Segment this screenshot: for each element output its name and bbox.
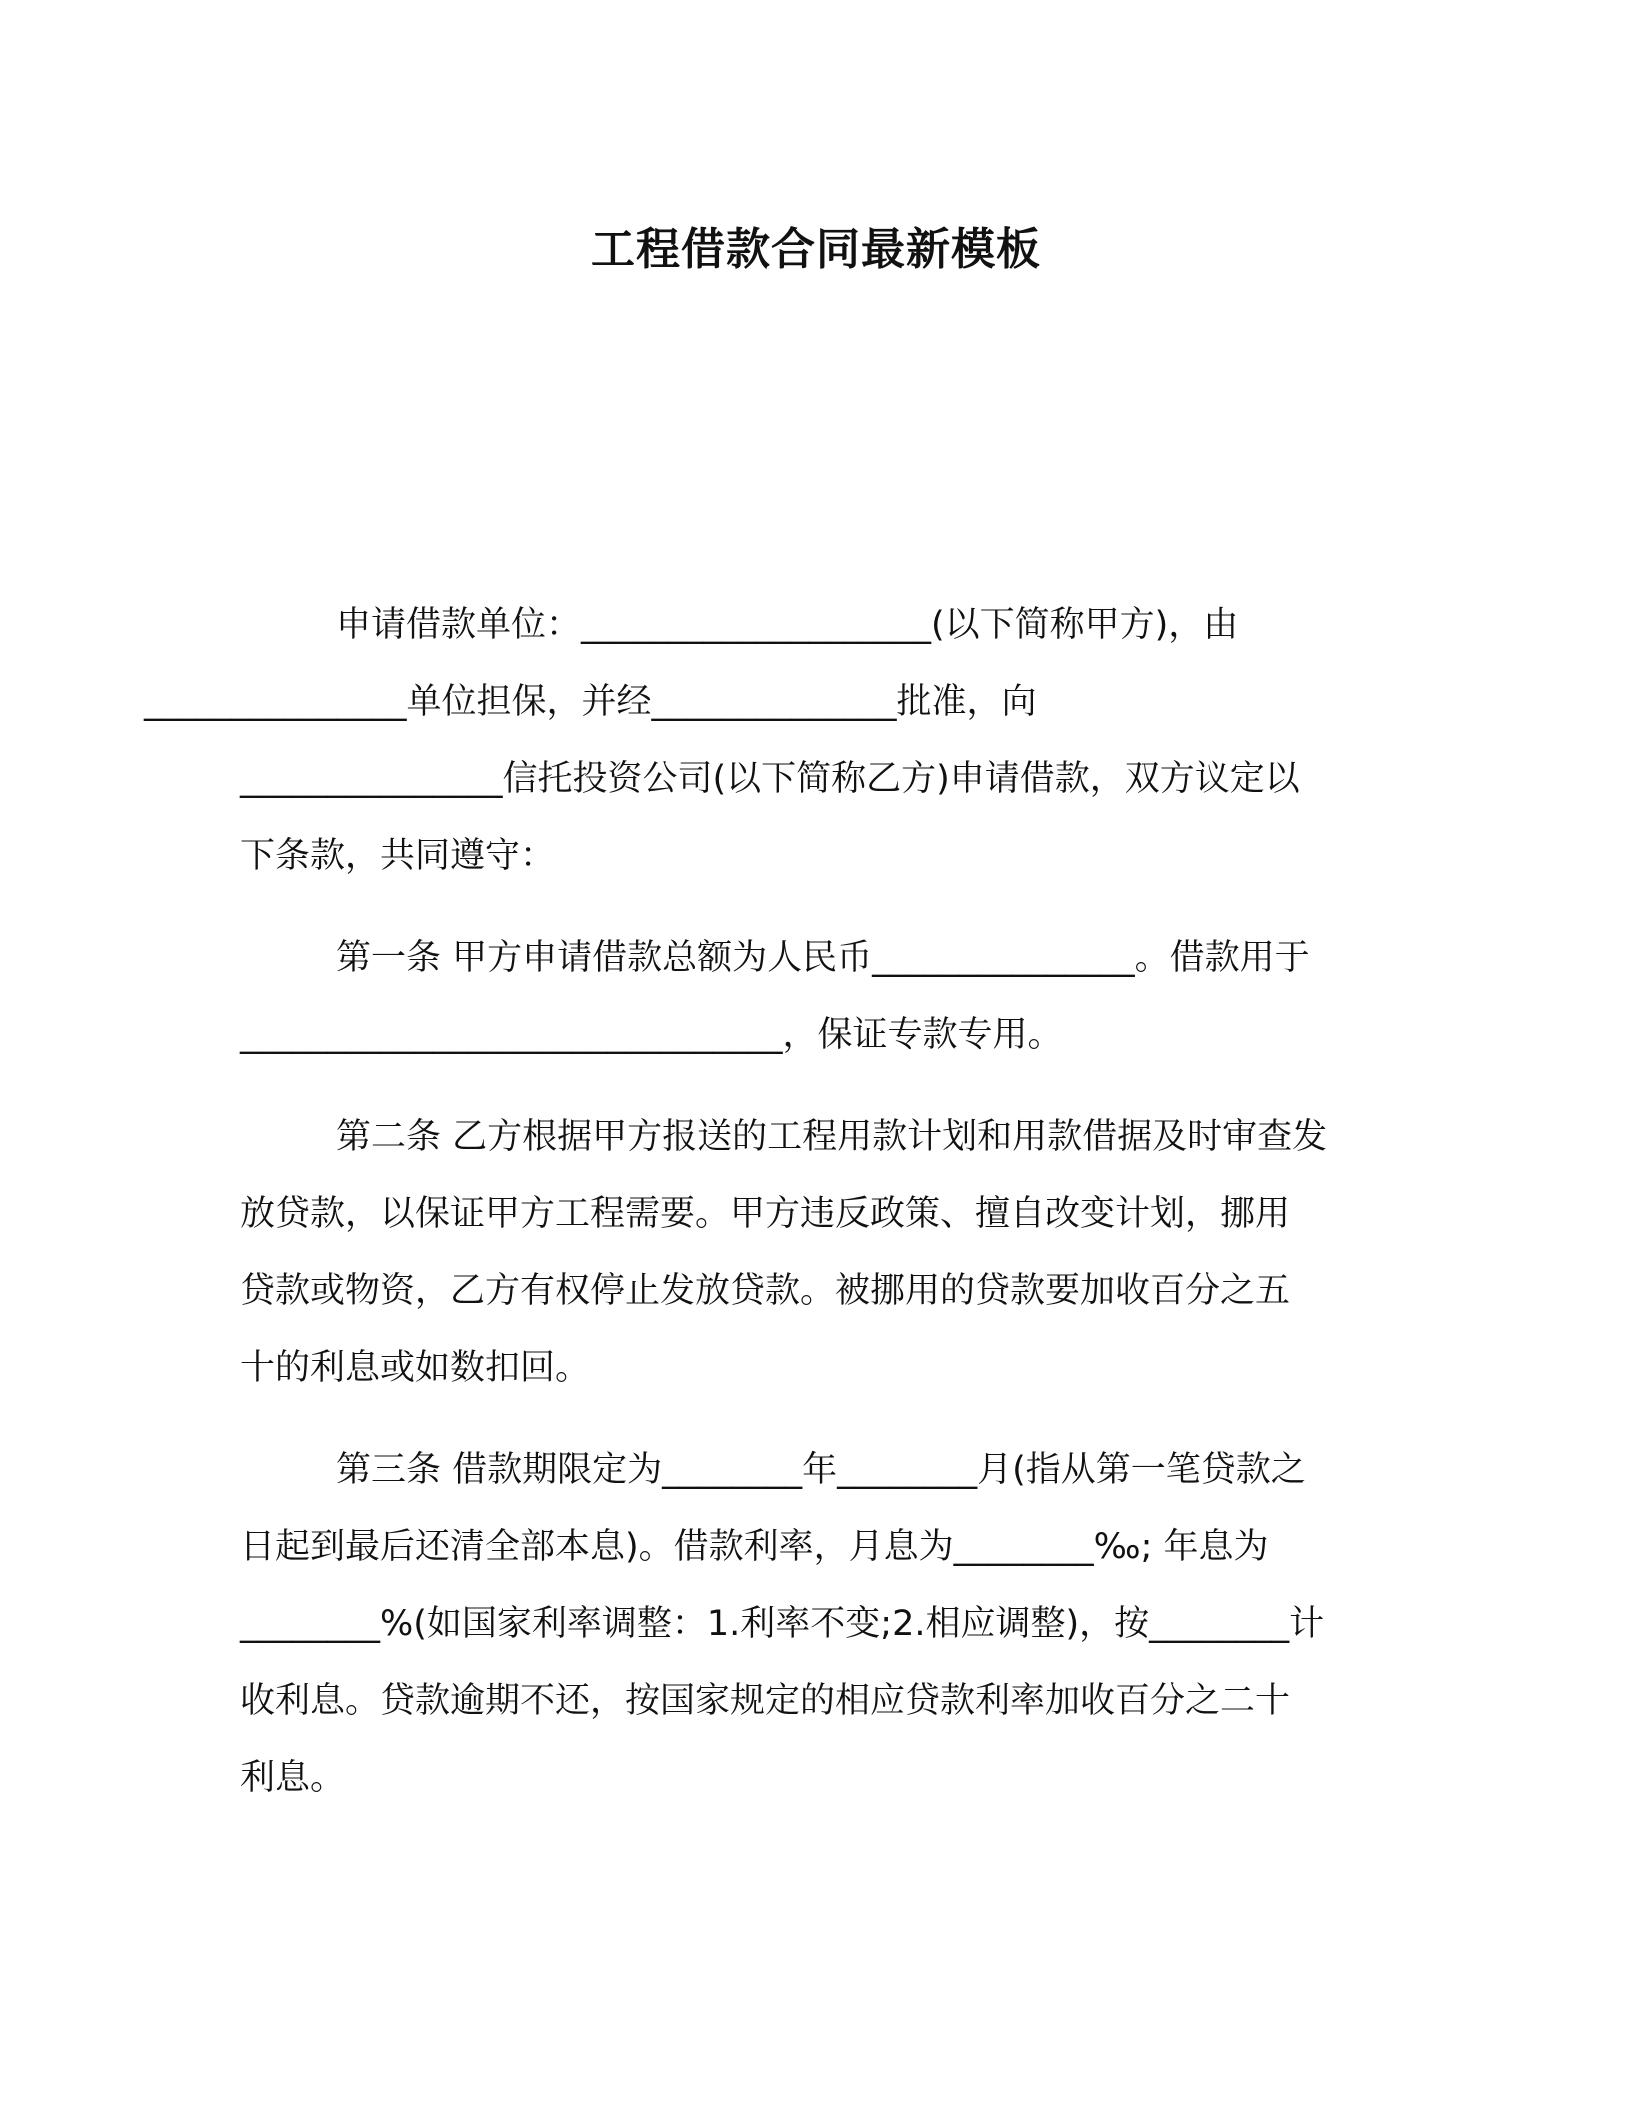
text-line: 下条款，共同遵守：: [240, 836, 556, 876]
paragraph-article-1: [240, 920, 1392, 1074]
text-line: 放贷款，以保证甲方工程需要。甲方违反政策、擅自改变计划，挪用: [240, 1194, 1291, 1234]
text-line: 利息。: [240, 1758, 346, 1798]
text-line: 贷款或物资，乙方有权停止发放贷款。被挪用的贷款要加收百分之五: [240, 1271, 1291, 1311]
text-line: 日起到最后还清全部本息)。借款利率，月息为________‰; 年息为: [240, 1527, 1269, 1567]
text-line: _______________单位担保，并经______________批准，向: [144, 682, 1037, 722]
text-line: 十的利息或如数扣回。: [240, 1348, 591, 1388]
text-line: _______________________________，保证专款专用。: [240, 1015, 1063, 1055]
document-body: [144, 587, 1392, 1817]
paragraph-applicant: [144, 587, 1392, 895]
document-title: 工程借款合同最新模板: [591, 224, 1041, 275]
paragraph-article-3: [240, 1432, 1392, 1817]
text-line: 第二条 乙方根据甲方报送的工程用款计划和用款借据及时审查发: [336, 1117, 1328, 1157]
text-line: 第一条 甲方申请借款总额为人民币_______________。借款用于: [336, 938, 1310, 978]
text-line: 收利息。贷款逾期不还，按国家规定的相应贷款利率加收百分之二十: [240, 1681, 1291, 1721]
text-line: 第三条 借款期限定为________年________月(指从第一笔贷款之: [336, 1450, 1306, 1490]
text-line: 申请借款单位：____________________(以下简称甲方)，由: [336, 605, 1239, 645]
text-line: _______________信托投资公司(以下简称乙方)申请借款，双方议定以: [240, 759, 1300, 799]
paragraph-article-2: [240, 1099, 1392, 1407]
text-line: ________%(如国家利率调整：1.利率不变;2.相应调整)，按________计: [240, 1604, 1325, 1644]
